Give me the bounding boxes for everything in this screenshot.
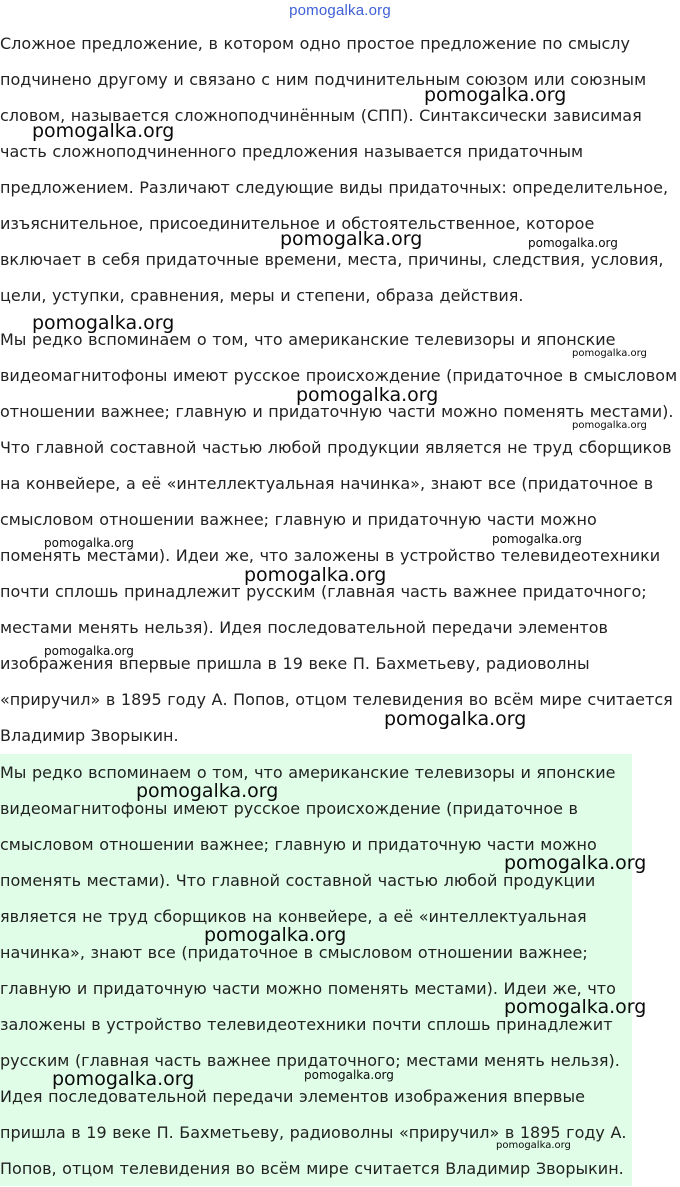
watermark: pomogalka.org	[496, 1140, 571, 1151]
watermark: pomogalka.org	[504, 996, 647, 1018]
watermark: pomogalka.org	[32, 312, 175, 334]
watermark: pomogalka.org	[424, 84, 567, 106]
watermark: pomogalka.org	[44, 644, 134, 658]
watermark: pomogalka.org	[296, 384, 439, 406]
theory-paragraph: Сложное предложение, в котором одно простое предложение по смыслу подчинено другому и связано с ним подчинительным союзом или союзным словом, называется сложноподчинённым (СПП). Синтаксически зависимая часть сложноподчиненного предложения называется придаточным предложением. Различают следующие виды придаточных: определительное, изъяснительное, присоединительное и обстоятельственное, которое включает в себя придаточные времени, места, причины, следствия, условия, цели, уступки, сравнения, меры и степени, образа действия.	[0, 34, 669, 305]
site-header-link[interactable]: pomogalka.org	[289, 2, 391, 19]
watermark: pomogalka.org	[572, 420, 647, 431]
watermark: pomogalka.org	[504, 852, 647, 874]
watermark: pomogalka.org	[572, 348, 647, 359]
watermark: pomogalka.org	[32, 120, 175, 142]
watermark: pomogalka.org	[204, 924, 347, 946]
watermark: pomogalka.org	[384, 708, 527, 730]
watermark: pomogalka.org	[528, 236, 618, 250]
analysis-paragraph: Мы редко вспоминаем о том, что американские телевизоры и японские видеомагнитофоны имеют русское происхождение (придаточное в смысловом отношении важнее; главную и придаточную части можно поменять местами). Что главной составной частью любой продукции является не труд сборщиков на конвейере, а её «интеллектуальная начинка», знают все (придаточное в смысловом отношении важнее; главную и придаточную части можно поменять местами). Идеи же, что заложены в устройство телевидеотехники почти сплошь принадлежит русским (главная часть важнее придаточного; местами менять нельзя). Идея последовательной передачи элементов изображения впервые пришла в 19 веке П. Бахметьеву, радиоволны «приручил» в 1895 году А. Попов, отцом телевидения во всём мире считается Владимир Зворыкин.	[0, 330, 678, 745]
watermark: pomogalka.org	[492, 532, 582, 546]
watermark: pomogalka.org	[136, 780, 279, 802]
answer-paragraph: Мы редко вспоминаем о том, что американские телевизоры и японские видеомагнитофоны имеют русское происхождение (придаточное в смысловом отношении важнее; главную и придаточную части можно поменять местами). Что главной составной частью любой продукции является не труд сборщиков на конвейере, а её «интеллектуальная начинка», знают все (придаточное в смысловом отношении важнее; главную и придаточную части можно поменять местами). Идеи же, что заложены в устройство телевидеотехники почти сплошь принадлежит русским (главная часть важнее придаточного; местами менять нельзя). Идея последовательной передачи элементов изображения впервые пришла в 19 веке П. Бахметьеву, радиоволны «приручил» в 1895 году А. Попов, отцом телевидения во всём мире считается Владимир Зворыкин.	[0, 763, 627, 1178]
watermark: pomogalka.org	[52, 1068, 195, 1090]
watermark: pomogalka.org	[244, 564, 387, 586]
watermark: pomogalka.org	[304, 1068, 394, 1082]
watermark: pomogalka.org	[44, 536, 134, 550]
watermark: pomogalka.org	[280, 228, 423, 250]
